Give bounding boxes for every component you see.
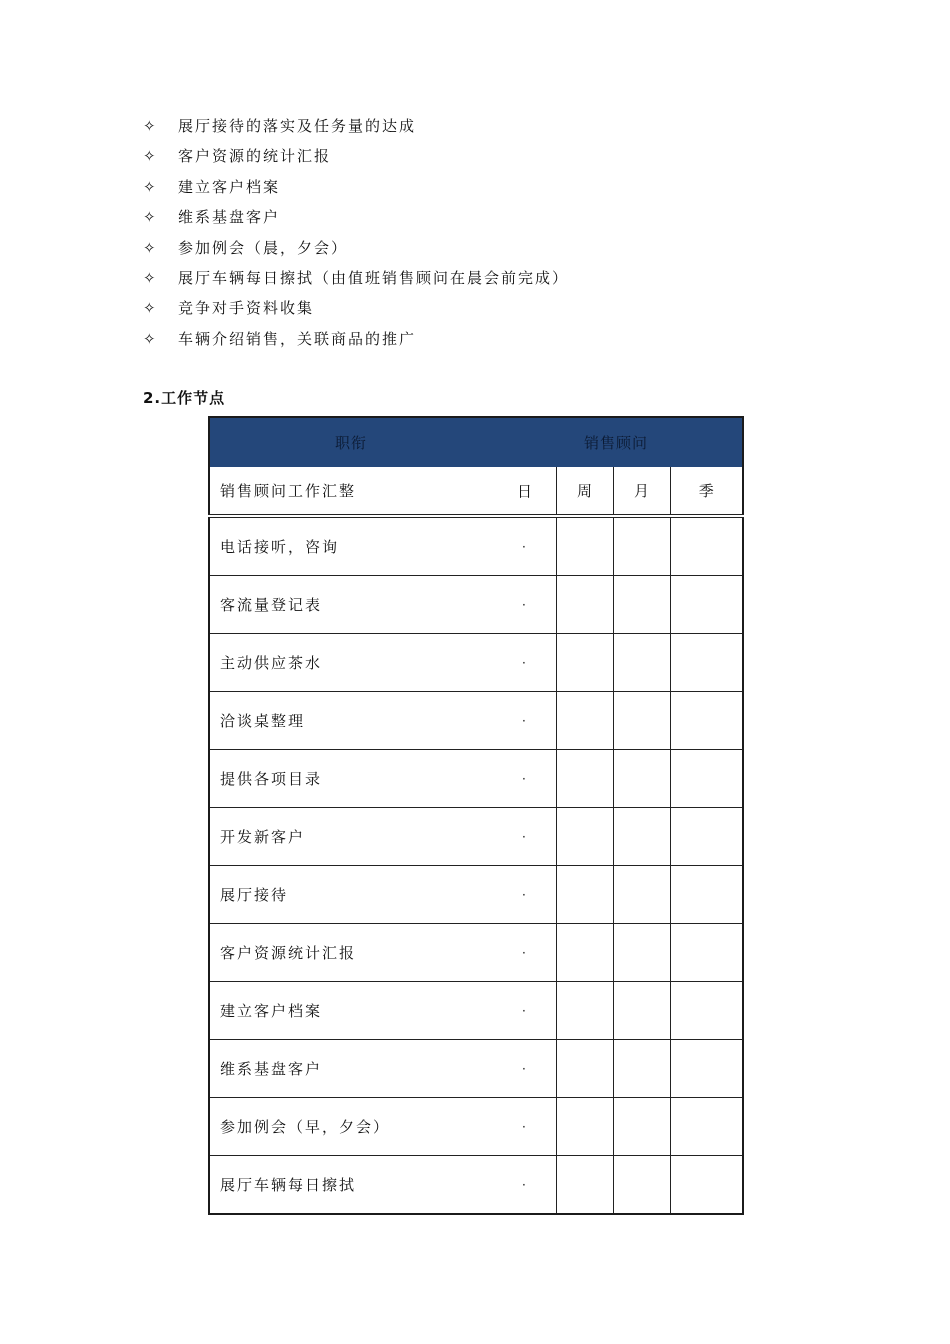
- week-cell: [556, 516, 613, 576]
- table-header-row: [209, 417, 743, 467]
- task-cell: [209, 1156, 556, 1215]
- table-row: [209, 750, 743, 808]
- bullet-item: [143, 327, 569, 357]
- month-cell: [613, 982, 670, 1040]
- task-label: 客流量登记表: [220, 596, 323, 614]
- season-cell: [670, 576, 743, 634]
- summary-label: 销售顾问工作汇整: [220, 482, 357, 500]
- task-label: 展厅车辆每日擦拭: [220, 1176, 357, 1194]
- table-row: [209, 866, 743, 924]
- daily-dot: ·: [522, 887, 528, 902]
- column-week: 周: [556, 467, 613, 517]
- table-row: [209, 1098, 743, 1156]
- week-cell: [556, 808, 613, 866]
- season-cell: [670, 634, 743, 692]
- task-cell: [209, 692, 556, 750]
- column-season: 季: [670, 467, 743, 517]
- summary-label-cell: [209, 467, 556, 517]
- bullet-text: 建立客户档案: [178, 177, 281, 196]
- bullet-item: [143, 114, 569, 144]
- diamond-star-icon: ✧: [143, 299, 156, 318]
- season-cell: [670, 982, 743, 1040]
- week-cell: [556, 1098, 613, 1156]
- task-cell: [209, 634, 556, 692]
- week-cell: [556, 982, 613, 1040]
- week-cell: [556, 866, 613, 924]
- month-cell: [613, 866, 670, 924]
- daily-dot: ·: [522, 771, 528, 786]
- task-cell: [209, 516, 556, 576]
- position-value: 销售顾问: [556, 417, 743, 467]
- month-cell: [613, 634, 670, 692]
- daily-dot: ·: [522, 539, 528, 554]
- week-cell: [556, 924, 613, 982]
- bullet-text: 展厅车辆每日擦拭（由值班销售顾问在晨会前完成）: [178, 268, 570, 287]
- bullet-text: 车辆介绍销售，关联商品的推广: [178, 329, 417, 348]
- diamond-star-icon: ✧: [143, 177, 156, 196]
- week-cell: [556, 692, 613, 750]
- task-cell: [209, 924, 556, 982]
- week-cell: [556, 576, 613, 634]
- task-label: 建立客户档案: [220, 1002, 323, 1020]
- section-title: 2.工作节点: [143, 389, 226, 407]
- table-row: [209, 808, 743, 866]
- column-day: 日: [517, 482, 533, 500]
- season-cell: [670, 1156, 743, 1215]
- task-label: 开发新客户: [220, 828, 306, 846]
- season-cell: [670, 1098, 743, 1156]
- table-row: [209, 576, 743, 634]
- diamond-star-icon: ✧: [143, 117, 156, 135]
- season-cell: [670, 516, 743, 576]
- diamond-star-icon: ✧: [143, 147, 156, 166]
- task-cell: [209, 866, 556, 924]
- position-label: 职衔: [209, 417, 556, 467]
- bullet-text: 维系基盘客户: [178, 208, 281, 227]
- table-subheader-row: [209, 467, 743, 517]
- daily-dot: ·: [522, 1003, 528, 1018]
- month-cell: [613, 808, 670, 866]
- month-cell: [613, 576, 670, 634]
- bullet-item: [143, 236, 569, 266]
- month-cell: [613, 1156, 670, 1215]
- diamond-star-icon: ✧: [143, 238, 156, 257]
- bullet-item: [143, 266, 569, 296]
- task-label: 提供各项目录: [220, 770, 323, 788]
- task-cell: [209, 1040, 556, 1098]
- diamond-star-icon: ✧: [143, 268, 156, 287]
- month-cell: [613, 750, 670, 808]
- season-cell: [670, 750, 743, 808]
- task-label: 参加例会（早，夕会）: [220, 1118, 391, 1136]
- daily-dot: ·: [522, 713, 528, 728]
- table-row: [209, 516, 743, 576]
- task-cell: [209, 808, 556, 866]
- daily-dot: ·: [522, 597, 528, 612]
- table-row: [209, 1040, 743, 1098]
- task-label: 电话接听，咨询: [220, 538, 340, 556]
- week-cell: [556, 634, 613, 692]
- bullet-text: 竞争对手资料收集: [178, 299, 315, 318]
- bullet-text: 展厅接待的落实及任务量的达成: [178, 117, 417, 135]
- task-label: 主动供应茶水: [220, 654, 323, 672]
- table-row: [209, 982, 743, 1040]
- daily-dot: ·: [522, 655, 528, 670]
- table-row: [209, 634, 743, 692]
- season-cell: [670, 1040, 743, 1098]
- column-month: 月: [613, 467, 670, 517]
- table-row: [209, 924, 743, 982]
- month-cell: [613, 1098, 670, 1156]
- task-label: 展厅接待: [220, 886, 289, 904]
- week-cell: [556, 1040, 613, 1098]
- month-cell: [613, 516, 670, 576]
- table-row: [209, 1156, 743, 1215]
- duty-bullet-list: [143, 114, 569, 357]
- daily-dot: ·: [522, 1119, 528, 1134]
- bullet-text: 参加例会（晨，夕会）: [178, 238, 349, 257]
- month-cell: [613, 1040, 670, 1098]
- bullet-item: [143, 175, 569, 205]
- task-cell: [209, 750, 556, 808]
- task-label: 洽谈桌整理: [220, 712, 306, 730]
- daily-dot: ·: [522, 945, 528, 960]
- bullet-item: [143, 144, 569, 174]
- season-cell: [670, 692, 743, 750]
- bullet-item: [143, 296, 569, 326]
- bullet-text: 客户资源的统计汇报: [178, 147, 332, 166]
- month-cell: [613, 924, 670, 982]
- season-cell: [670, 866, 743, 924]
- work-node-table: [208, 416, 744, 1215]
- bullet-item: [143, 205, 569, 235]
- week-cell: [556, 1156, 613, 1215]
- month-cell: [613, 692, 670, 750]
- task-cell: [209, 982, 556, 1040]
- season-cell: [670, 808, 743, 866]
- task-label: 维系基盘客户: [220, 1060, 323, 1078]
- table-row: [209, 692, 743, 750]
- daily-dot: ·: [522, 1061, 528, 1076]
- daily-dot: ·: [522, 829, 528, 844]
- week-cell: [556, 750, 613, 808]
- task-cell: [209, 1098, 556, 1156]
- diamond-star-icon: ✧: [143, 329, 156, 348]
- task-cell: [209, 576, 556, 634]
- daily-dot: ·: [522, 1177, 528, 1192]
- diamond-star-icon: ✧: [143, 208, 156, 227]
- season-cell: [670, 924, 743, 982]
- task-label: 客户资源统计汇报: [220, 944, 357, 962]
